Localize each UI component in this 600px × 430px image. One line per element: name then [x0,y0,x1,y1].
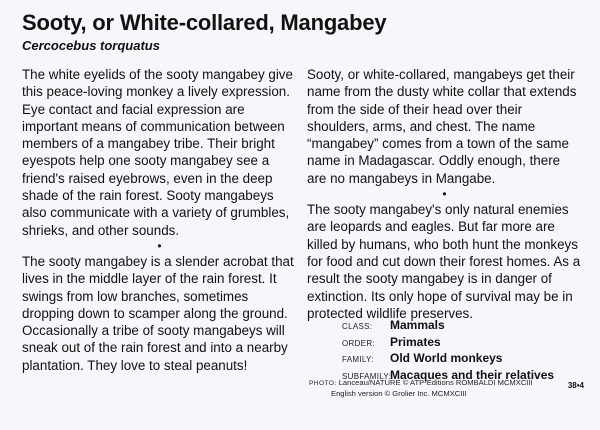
card-number: 38•4 [567,381,584,390]
classification-key: FAMILY: [342,355,374,364]
card-title: Sooty, or White-collared, Mangabey [22,10,387,35]
right-paragraph-2: The sooty mangabey's only natural enemies are leopards and eagles. But far more are killed by humans, who both hunt the monkeys for food and cut down their forest homes. As a result the sooty mangabey is in danger of extinction. Its only hope of survival may be in protected wildlife preserves. [307,202,581,321]
classification-key: ORDER: [342,338,375,348]
right-paragraph-1: Sooty, or white-collared, mangabeys get their name from the dusty white collar that extends from the side of their head over their shoulders, arms, and chest. The name “mangabey” comes from a town of the same name in Madagascar. Oddly enough, there are no mangabeys in Mangabe. [307,67,577,186]
credit-line-1: Lanceau/NATURE © ATP-Editions ROMBALDI MCMXCIII [338,378,533,387]
classification-value: Primates [390,334,441,349]
classification-row [342,318,554,335]
scientific-name: Cercocebus torquatus [22,38,160,53]
classification-value: Old World monkeys [390,351,503,365]
classification-key: SUBFAMILY: [342,371,392,381]
classification-key: CLASS: [342,322,373,331]
credit-line-2: English version © Grolier Inc. MCMXCIII [331,389,467,398]
classification-value: Mammals [390,318,445,332]
classification-row [342,351,554,368]
left-column [22,66,297,374]
classification-row [342,335,554,352]
classification-table [342,318,554,384]
left-paragraph-1: The white eyelids of the sooty mangabey give this peace-loving monkey a lively expression. Eye contact and facial expression are important means of communication between members of a mangabey tribe. Their bright eyespots help one sooty mangabey see a friend's raised eyebrows, even in the deep shade of the rain forest. Sooty mangabeys also communicate with a variety of grumbles, shrieks, and other sounds. [22,67,293,238]
photo-label: PHOTO: [309,380,337,387]
bullet-separator: • [157,238,162,253]
photo-credits [309,378,533,399]
right-column [307,66,582,322]
classification-value: Macaques and their relatives [390,367,555,382]
left-paragraph-2: The sooty mangabey is a slender acrobat that lives in the middle layer of the rain forest. It swings from low branches, sometimes dropping down to scamper along the ground. Occasionally a tribe of sooty mangabeys will sneak out of the rain forest and into a nearby plantation. They love to steal peanuts! [22,253,294,373]
bullet-separator: • [442,187,447,202]
